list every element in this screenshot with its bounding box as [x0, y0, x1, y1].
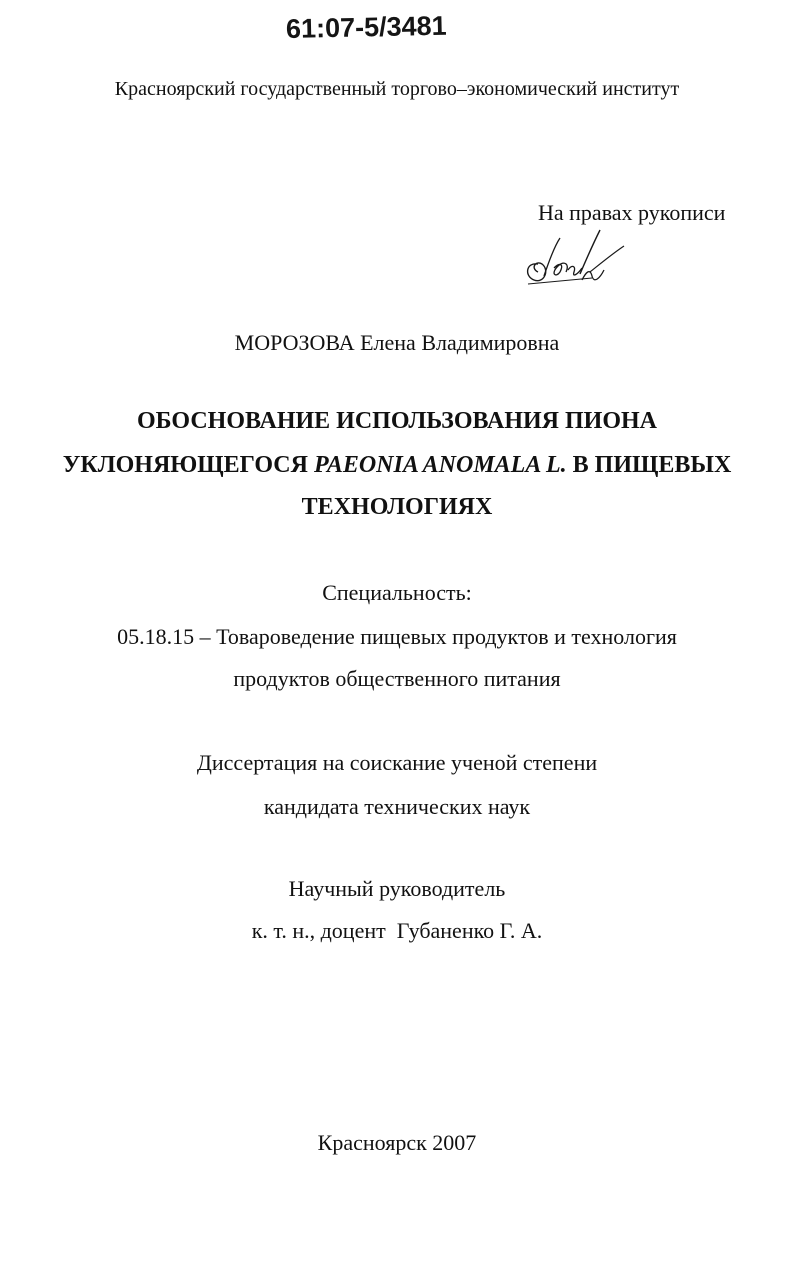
- title-line-1: ОБОСНОВАНИЕ ИСПОЛЬЗОВАНИЯ ПИОНА: [137, 408, 657, 434]
- title-line-2-end: В ПИЩЕВЫХ: [566, 452, 732, 478]
- archive-stamp-code: 61:07-5/3481: [285, 10, 447, 44]
- dissertation-line-1: Диссертация на соискание ученой степени: [196, 750, 598, 775]
- specialty-line-2: продуктов общественного питания: [233, 666, 561, 691]
- title-line-2: [0, 452, 794, 479]
- author-name: МОРОЗОВА Елена Владимировна: [234, 330, 560, 355]
- institute-name: Красноярский государственный торгово–экономический институт: [114, 78, 680, 100]
- supervisor-name: к. т. н., доцент Губаненко Г. А.: [251, 918, 543, 943]
- dissertation-line-2: кандидата технических наук: [263, 794, 531, 819]
- manuscript-rights-note: На правах рукописи: [538, 200, 726, 225]
- title-latin-name: PAEONIA ANOMALA L.: [313, 452, 567, 478]
- specialty-line-1: 05.18.15 – Товароведение пищевых продуктов и технология: [117, 624, 677, 649]
- supervisor-label: Научный руководитель: [288, 876, 506, 901]
- specialty-label: Специальность:: [322, 580, 472, 605]
- title-line-3: ТЕХНОЛОГИЯХ: [301, 494, 493, 520]
- title-line-2-start: УКЛОНЯЮЩЕГОСЯ: [62, 452, 314, 478]
- signature-icon: [520, 224, 630, 294]
- place-year: Красноярск 2007: [317, 1130, 477, 1155]
